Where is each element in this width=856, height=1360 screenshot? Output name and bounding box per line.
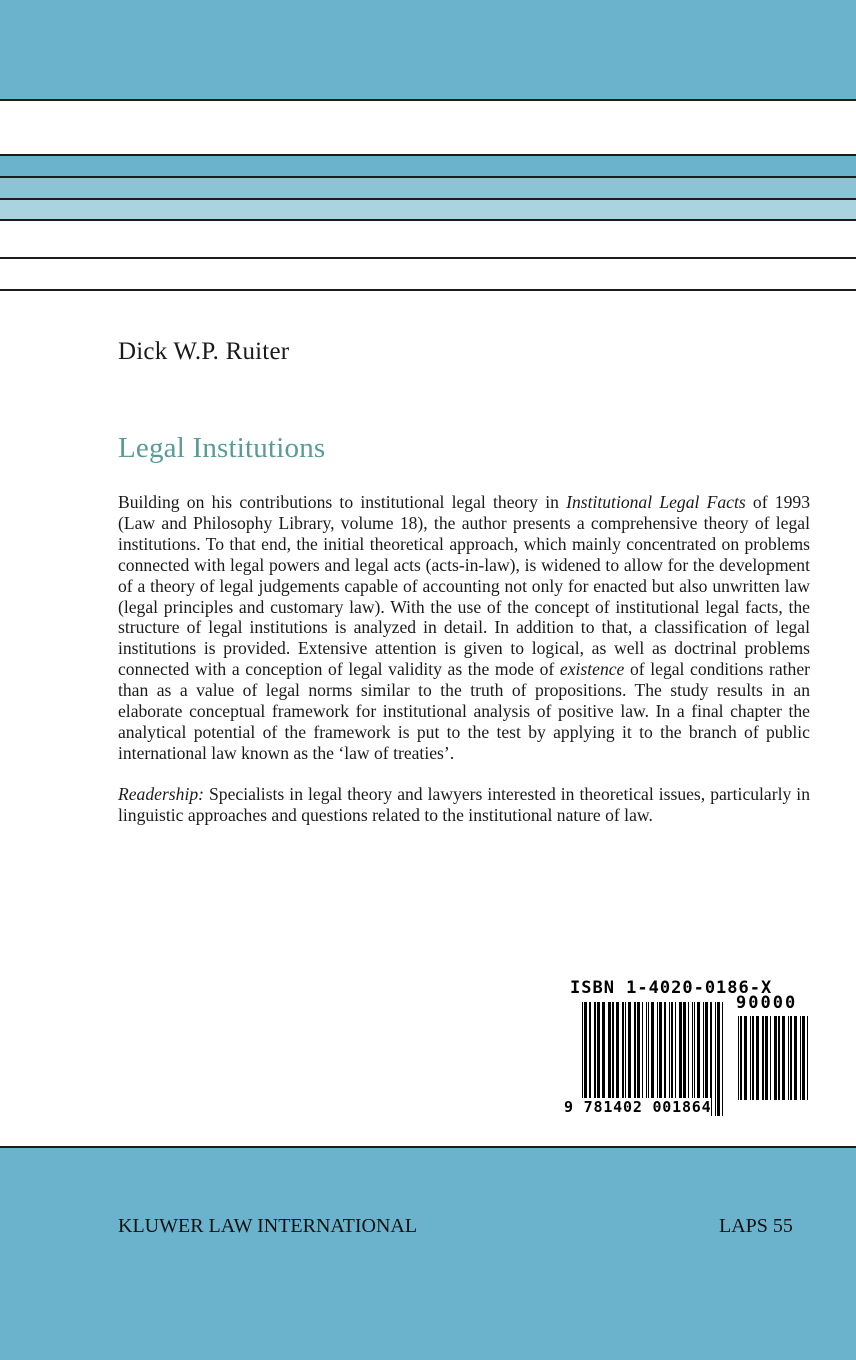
stripe-rule-1 [0, 154, 856, 156]
isbn-barcode [560, 976, 816, 1124]
top-band [0, 0, 856, 100]
addon-bar [738, 1016, 739, 1100]
addon-bar [778, 1016, 780, 1100]
addon-bar [756, 1016, 759, 1100]
addon-bar [740, 1016, 742, 1100]
stripe-1 [0, 155, 856, 176]
addon-bar [765, 1016, 768, 1100]
addon-bar [782, 1016, 785, 1100]
blurb-paragraph-1: Building on his contributions to institutional legal theory in Institutional Legal Facts of 1993 (Law and Philosophy Library, volume 18), the author presents a comprehensive theory of legal institutions. To that end, the initial theoretical approach, which mainly concentrated on problems connected with legal powers and legal acts (acts-in-law), is widened to allow for the development of a theory of legal judgements capable of accounting not only for enacted but also unwritten law (legal principles and customary law). With the use of the concept of institutional legal facts, the structure of legal institutions is analyzed in detail. In addition to that, a classification of legal institutions is provided. Extensive attention is given to logical, as well as doctrinal problems connected with a conception of legal validity as the mode of existence of legal conditions rather than as a value of legal norms similar to the truth of propositions. The study results in an elaborate conceptual framework for institutional analysis of positive law. In a final chapter the analytical potential of the framework is put to the test by applying it to the branch of public international law known as the ‘law of treaties’. [118, 492, 811, 763]
addon-bar [788, 1016, 789, 1100]
book-title: Legal Institutions [118, 432, 326, 464]
barcode-bar [717, 1002, 720, 1116]
series-number: LAPS 55 [719, 1215, 793, 1237]
barcode-bar [715, 1002, 716, 1116]
addon-bar [762, 1016, 764, 1100]
addon-bar [794, 1016, 797, 1100]
top-rule [0, 99, 856, 101]
addon-bar [744, 1016, 747, 1100]
addon-bar [800, 1016, 801, 1100]
addon-bar [790, 1016, 792, 1100]
stripe-2 [0, 177, 856, 198]
publisher-name: KLUWER LAW INTERNATIONAL [118, 1215, 418, 1237]
blurb [118, 492, 810, 846]
blurb-readership: Readership: Specialists in legal theory and lawyers interested in theoretical issues, particularly in linguistic approaches and questions related to the institutional nature of law. [118, 783, 810, 825]
addon-bar [807, 1016, 808, 1100]
addon-bar [774, 1016, 777, 1100]
isbn-number: ISBN 1-4020-0186-X [570, 978, 773, 998]
stripe-3 [0, 199, 856, 219]
addon-bar [770, 1016, 771, 1100]
author-name: Dick W.P. Ruiter [118, 338, 290, 365]
stripe-rule-2 [0, 176, 856, 178]
stripe-rule-6 [0, 289, 856, 291]
addon-bar [802, 1016, 805, 1100]
bottom-band [0, 1148, 856, 1360]
ean-digits: 9 781402 001864 [564, 1098, 712, 1116]
addon-digits: 90000 [736, 993, 798, 1013]
stripe-rule-3 [0, 198, 856, 200]
stripe-rule-4 [0, 219, 856, 221]
stripe-rule-5 [0, 257, 856, 259]
addon-bar [750, 1016, 751, 1100]
addon-bar [752, 1016, 754, 1100]
barcode-bar [722, 1002, 723, 1116]
